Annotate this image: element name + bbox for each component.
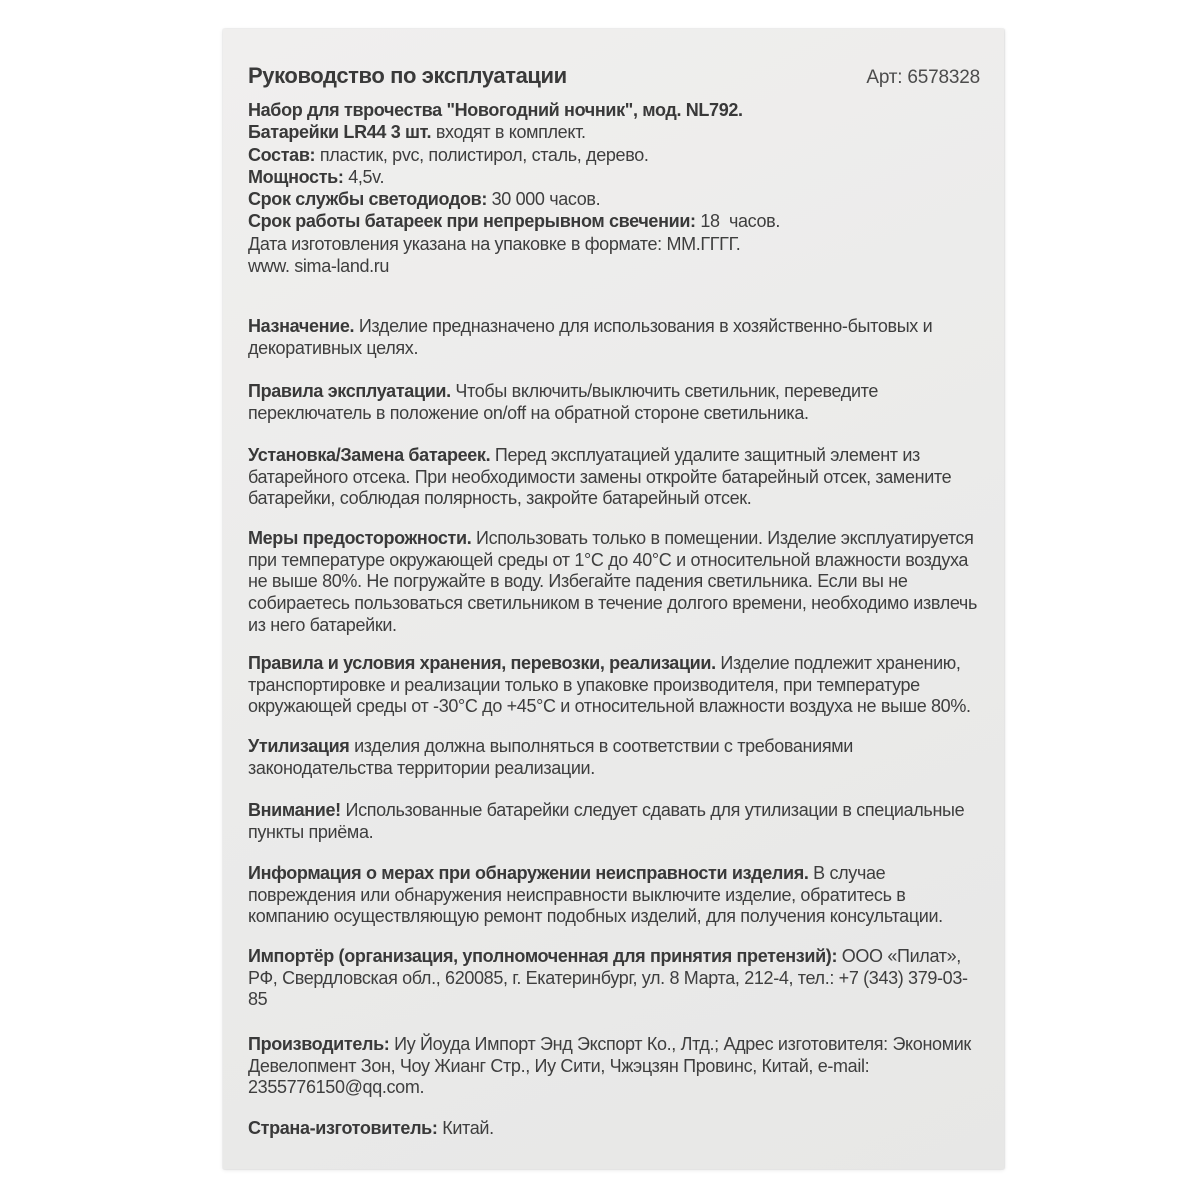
section-malfunction-info — [248, 863, 984, 928]
spec-line-website: www. sima-land.ru — [248, 256, 390, 277]
section-heading: Утилизация — [248, 736, 350, 756]
manual-sheet — [223, 29, 1004, 1169]
section-heading: Правила и условия хранения, перевозки, реализации. — [248, 653, 716, 673]
section-heading: Назначение. — [248, 316, 355, 336]
section-storage-rules — [248, 653, 984, 718]
spec-line-led-life: Срок службы светодиодов: 30 000 часов. — [248, 189, 601, 210]
section-heading: Установка/Замена батареек. — [248, 445, 491, 465]
document-title: Руководство по эксплуатации — [248, 63, 567, 88]
section-heading: Информация о мерах при обнаружении неисправности изделия. — [248, 863, 809, 883]
header-row — [248, 63, 980, 89]
section-body: Использовать только в помещении. Изделие эксплуатируется при температуре окружающей среды от 1°С до 40°С и относительной влажности воздуха не выше 80%. Не погружайте в воду. Избегайте падения светильника. Если вы не собираетесь пользоваться светильником в течение долгого времени, необходимо извлечь из него батарейки. — [248, 528, 977, 635]
article-number: Арт: 6578328 — [866, 67, 980, 88]
section-operating-rules — [248, 381, 984, 424]
section-body: ООО «Пилат», РФ, Свердловская обл., 620085, г. Екатеринбург, ул. 8 Марта, 212-4, тел.: +7 (343) 379-03-85 — [248, 946, 968, 1010]
section-battery-install — [248, 445, 984, 510]
section-body: Использованные батарейки следует сдавать для утилизации в специальные пункты приёма. — [248, 800, 965, 842]
section-body: Китай. — [437, 1118, 494, 1138]
section-attention — [248, 800, 984, 843]
section-disposal — [248, 736, 984, 779]
spec-line-battery-life: Срок работы батареек при непрерывном свечении: 18 часов. — [248, 211, 781, 232]
section-heading: Внимание! — [248, 800, 341, 820]
section-heading: Правила эксплуатации. — [248, 381, 451, 401]
spec-line-power: Мощность: 4,5v. — [248, 166, 385, 187]
section-body: Чтобы включить/выключить светильник, переведите переключатель в положение on/off на обратной стороне светильника. — [248, 381, 879, 423]
section-purpose — [248, 316, 984, 359]
section-body: Изделие подлежит хранению, транспортировке и реализации только в упаковке производителя, при температуре окружающей среды от -30°С до +45°С и относительной влажности воздуха не выше 80%. — [248, 653, 971, 717]
spec-line-composition: Состав: пластик, pvc, полистирол, сталь, дерево. — [248, 144, 649, 165]
section-body: Иу Йоуда Импорт Энд Экспорт Ко., Лтд.; Адрес изготовителя: Экономик Девелопмент Зон, Чоу Жианг Стр., Иу Сити, Чжэцзян Провинс, Китай, e-mail: 2355776150@qq.com. — [248, 1034, 971, 1098]
section-body: Изделие предназначено для использования в хозяйственно-бытовых и декоративных целях. — [248, 316, 933, 358]
spec-line-mfg-date: Дата изготовления указана на упаковке в формате: ММ.ГГГГ. — [248, 233, 741, 254]
section-precautions — [248, 528, 984, 637]
spec-line-batteries: Батарейки LR44 3 шт. входят в комплект. — [248, 122, 586, 143]
section-body: изделия должна выполняться в соответствии с требованиями законодательства территории реализации. — [248, 736, 853, 778]
section-body: В случае повреждения или обнаружения неисправности выключите изделие, обратитесь в компанию осуществляющую ремонт подобных изделий, для получения консультации. — [248, 863, 943, 927]
section-importer — [248, 946, 984, 1011]
section-body: Перед эксплуатацией удалите защитный элемент из батарейного отсека. При необходимости замены откройте батарейный отсек, замените батарейки, соблюдая полярность, закройте батарейный отсек. — [248, 445, 952, 509]
section-country-of-origin — [248, 1118, 984, 1140]
spec-line-product: Набор для тврочества "Новогодний ночник", мод. NL792. — [248, 100, 743, 120]
section-heading: Страна-изготовитель: — [248, 1118, 438, 1138]
section-heading: Меры предосторожности. — [248, 528, 472, 548]
spec-list — [248, 99, 984, 277]
section-heading: Производитель: — [248, 1034, 390, 1054]
section-heading: Импортёр (организация, уполномоченная для принятия претензий): — [248, 946, 838, 966]
section-manufacturer — [248, 1034, 984, 1099]
